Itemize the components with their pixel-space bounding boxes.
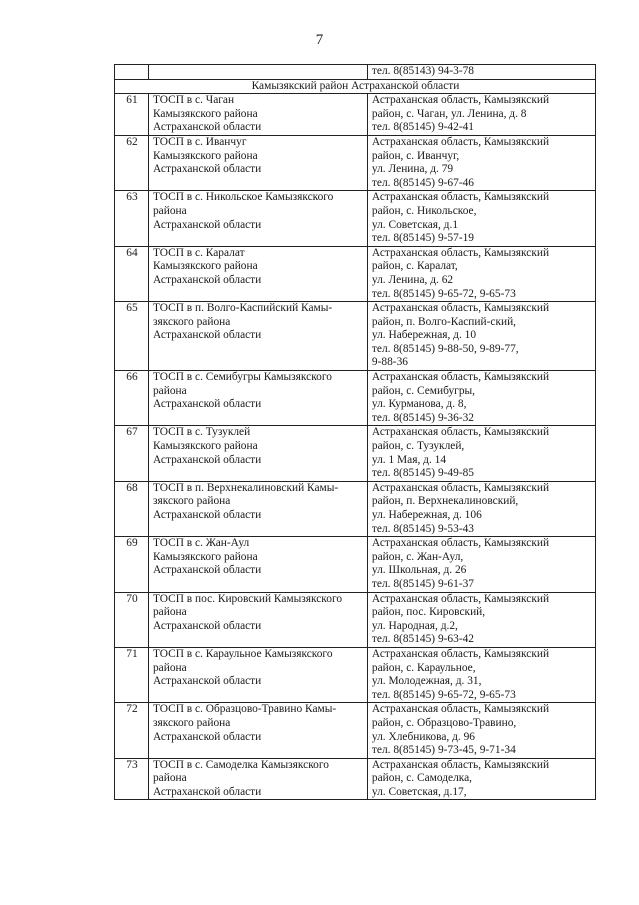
office-name-line: района bbox=[152, 204, 187, 217]
address-cell bbox=[367, 481, 595, 536]
address-line: 9-88-36 bbox=[371, 356, 408, 369]
office-name-line: Астраханской области bbox=[152, 398, 262, 411]
address-line: район, с. Образцово-Травино, bbox=[371, 716, 517, 729]
address-line: район, с. Чаган, ул. Ленина, д. 8 bbox=[371, 107, 527, 120]
address-line: ул. Ленина, д. 62 bbox=[371, 273, 454, 286]
office-name-line: района bbox=[152, 606, 187, 619]
address-line: тел. 8(85145) 9-53-43 bbox=[371, 522, 475, 535]
address-line: ул. Молодежная, д. 31, bbox=[371, 675, 482, 688]
office-name-line: Астраханской области bbox=[152, 509, 262, 521]
address-cell bbox=[367, 246, 595, 301]
office-name-line: Камызякского района bbox=[152, 440, 258, 453]
page-number: 7 bbox=[315, 32, 324, 48]
address-line: ул. Школьная, д. 26 bbox=[371, 564, 467, 577]
address-cell bbox=[367, 135, 595, 190]
address-cell bbox=[367, 647, 595, 702]
address-line: район, п. Волго-Каспий-ский, bbox=[371, 315, 517, 328]
address-line: ул. Набережная, д. 106 bbox=[371, 509, 482, 521]
row-number: 64 bbox=[115, 246, 149, 301]
address-line: тел. 8(85145) 9-65-72, 9-65-73 bbox=[371, 287, 516, 300]
office-name-cell bbox=[148, 537, 367, 592]
office-name-cell bbox=[148, 302, 367, 371]
office-name-cell bbox=[148, 758, 367, 800]
address-line: район, с. Самоделка, bbox=[371, 772, 473, 785]
address-cell bbox=[367, 537, 595, 592]
office-name-line: Астраханской области bbox=[152, 619, 262, 632]
table-row bbox=[115, 135, 596, 190]
table-row bbox=[115, 647, 596, 702]
address-line: район, с. Никольское, bbox=[371, 204, 477, 217]
office-name-line: ТОСП в с. Никольское Камызякского bbox=[152, 191, 334, 204]
table-row bbox=[115, 94, 596, 136]
row-number: 73 bbox=[115, 758, 149, 800]
address-line: тел. 8(85145) 9-42-41 bbox=[371, 121, 475, 134]
address-cell bbox=[367, 191, 595, 246]
office-name-line: ТОСП в п. Верхнекалиновский Камы- bbox=[152, 481, 339, 494]
office-name-cell bbox=[148, 426, 367, 481]
address-line: Астраханская область, Камызякский bbox=[371, 592, 550, 605]
row-number: 61 bbox=[115, 94, 149, 136]
address-line: тел. 8(85145) 9-67-46 bbox=[371, 176, 475, 189]
office-name-line: ТОСП в с. Иванчуг bbox=[152, 135, 247, 148]
address-line: Астраханская область, Камызякский bbox=[371, 426, 550, 439]
office-name-cell bbox=[148, 703, 367, 758]
office-name-line: ТОСП в с. Чаган bbox=[152, 94, 235, 107]
address-line: Астраханская область, Камызякский bbox=[371, 191, 550, 204]
row-number: 63 bbox=[115, 191, 149, 246]
office-name-line: Камызякского района bbox=[152, 107, 258, 120]
address-line: ул. Курманова, д. 8, bbox=[371, 398, 467, 411]
address-line: район, пос. Кировский, bbox=[371, 606, 486, 619]
cell-contact: тел. 8(85143) 94-3-78 bbox=[367, 65, 595, 80]
office-name-line: Астраханской области bbox=[152, 453, 262, 466]
office-name-cell bbox=[148, 246, 367, 301]
address-line: ул. Хлебникова, д. 96 bbox=[371, 730, 475, 743]
address-cell bbox=[367, 426, 595, 481]
row-number: 66 bbox=[115, 371, 149, 426]
office-name-line: Астраханской области bbox=[152, 163, 262, 176]
table-row bbox=[115, 703, 596, 758]
table-row bbox=[115, 246, 596, 301]
office-name-line: района bbox=[152, 772, 187, 785]
office-name-line: зякского района bbox=[152, 495, 231, 508]
address-line: район, с. Иванчуг, bbox=[371, 149, 460, 162]
office-name-cell bbox=[148, 135, 367, 190]
cell-num bbox=[115, 65, 149, 80]
address-line: тел. 8(85145) 9-65-72, 9-65-73 bbox=[371, 688, 516, 701]
office-name-cell bbox=[148, 371, 367, 426]
office-name-cell bbox=[148, 592, 367, 647]
office-name-cell bbox=[148, 94, 367, 136]
address-line: Астраханская область, Камызякский bbox=[371, 481, 550, 494]
office-name-line: ТОСП в с. Самоделка Камызякского bbox=[152, 758, 329, 771]
table-row bbox=[115, 426, 596, 481]
address-cell bbox=[367, 592, 595, 647]
address-line: район, с. Караульное, bbox=[371, 661, 476, 674]
table-row bbox=[115, 371, 596, 426]
address-line: Астраханская область, Камызякский bbox=[371, 246, 550, 259]
office-name-line: Астраханской области bbox=[152, 218, 262, 231]
row-number: 72 bbox=[115, 703, 149, 758]
address-line: район, с. Семибугры, bbox=[371, 384, 476, 397]
address-line: тел. 8(85145) 9-88-50, 9-89-77, bbox=[371, 342, 519, 355]
office-name-line: района bbox=[152, 661, 187, 674]
table-row bbox=[115, 537, 596, 592]
office-registry-table bbox=[114, 64, 596, 800]
office-name-line: ТОСП в с. Семибугры Камызякского bbox=[152, 371, 332, 384]
address-line: Астраханская область, Камызякский bbox=[371, 758, 550, 771]
address-line: Астраханская область, Камызякский bbox=[371, 537, 550, 550]
address-line: ул. Набережная, д. 10 bbox=[371, 329, 477, 342]
table-row-continued bbox=[115, 65, 596, 80]
address-line: тел. 8(85145) 9-49-85 bbox=[371, 467, 475, 480]
address-line: Астраханская область, Камызякский bbox=[371, 647, 550, 660]
address-line: тел. 8(85145) 9-61-37 bbox=[371, 577, 475, 590]
region-header-row bbox=[115, 79, 596, 94]
office-name-line: ТОСП в с. Жан-Аул bbox=[152, 537, 250, 550]
table-row bbox=[115, 481, 596, 536]
office-name-line: ТОСП в с. Образцово-Травино Камы- bbox=[152, 703, 337, 716]
address-line: тел. 8(85145) 9-73-45, 9-71-34 bbox=[371, 744, 516, 757]
region-header: Камызякский район Астраханской области bbox=[115, 79, 596, 94]
office-name-line: ТОСП в пос. Кировский Камызякского bbox=[152, 592, 343, 605]
office-name-line: Камызякского района bbox=[152, 260, 258, 273]
address-line: Астраханская область, Камызякский bbox=[371, 302, 550, 315]
address-line: район, с. Каралат, bbox=[371, 260, 458, 273]
office-name-line: Астраханской области bbox=[152, 273, 262, 286]
row-number: 65 bbox=[115, 302, 149, 371]
office-name-line: ТОСП в с. Караульное Камызякского bbox=[152, 647, 333, 660]
address-line: тел. 8(85145) 9-36-32 bbox=[371, 411, 475, 424]
address-line: район, с. Жан-Аул, bbox=[371, 550, 464, 563]
office-name-line: Астраханской области bbox=[152, 329, 262, 342]
office-name-line: зякского района bbox=[152, 716, 231, 729]
address-line: район, п. Верхнекалиновский, bbox=[371, 495, 519, 508]
address-line: Астраханская область, Камызякский bbox=[371, 135, 550, 148]
office-name-line: Астраханской области bbox=[152, 121, 262, 134]
office-name-line: Астраханской области bbox=[152, 730, 262, 743]
row-number: 68 bbox=[115, 481, 149, 536]
table-body bbox=[115, 65, 596, 800]
address-line: ул. Ленина, д. 79 bbox=[371, 163, 454, 176]
office-name-line: ТОСП в с. Тузуклей bbox=[152, 426, 251, 439]
address-line: ул. Советская, д.1 bbox=[371, 218, 459, 231]
office-name-line: Камызякского района bbox=[152, 550, 258, 563]
address-cell bbox=[367, 302, 595, 371]
office-name-line: района bbox=[152, 384, 187, 397]
address-cell bbox=[367, 371, 595, 426]
row-number: 71 bbox=[115, 647, 149, 702]
address-line: тел. 8(85145) 9-57-19 bbox=[371, 232, 475, 245]
table-row bbox=[115, 302, 596, 371]
address-line: Астраханская область, Камызякский bbox=[371, 703, 550, 716]
office-name-line: Астраханской области bbox=[152, 785, 262, 798]
office-name-cell bbox=[148, 191, 367, 246]
address-line: Астраханская область, Камызякский bbox=[371, 371, 550, 384]
table-row bbox=[115, 758, 596, 800]
row-number: 70 bbox=[115, 592, 149, 647]
office-name-line: Астраханской области bbox=[152, 675, 262, 688]
office-name-line: ТОСП в п. Волго-Каспийский Камы- bbox=[152, 302, 333, 315]
office-name-line: Астраханской области bbox=[152, 564, 262, 577]
office-name-cell bbox=[148, 481, 367, 536]
row-number: 69 bbox=[115, 537, 149, 592]
address-line: ул. 1 Мая, д. 14 bbox=[371, 453, 447, 466]
address-line: район, с. Тузуклей, bbox=[371, 440, 465, 453]
address-cell bbox=[367, 758, 595, 800]
table-row bbox=[115, 191, 596, 246]
address-line: тел. 8(85145) 9-63-42 bbox=[371, 633, 475, 646]
office-name-line: зякского района bbox=[152, 315, 231, 328]
office-name-line: Камызякского района bbox=[152, 149, 258, 162]
office-name-cell bbox=[148, 647, 367, 702]
row-number: 62 bbox=[115, 135, 149, 190]
address-cell bbox=[367, 94, 595, 136]
address-line: Астраханская область, Камызякский bbox=[371, 94, 550, 107]
address-line: ул. Народная, д.2, bbox=[371, 619, 458, 632]
cell-name bbox=[148, 65, 367, 80]
row-number: 67 bbox=[115, 426, 149, 481]
office-name-line: ТОСП в с. Каралат bbox=[152, 246, 245, 259]
address-cell bbox=[367, 703, 595, 758]
table-row bbox=[115, 592, 596, 647]
address-line: ул. Советская, д.17, bbox=[371, 785, 467, 798]
